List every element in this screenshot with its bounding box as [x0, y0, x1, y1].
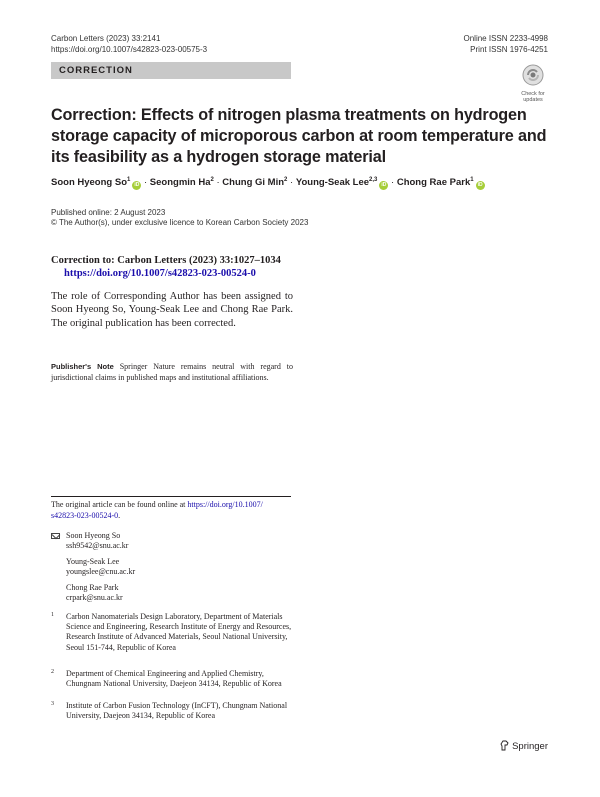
author-affiliation-ref: 2 — [284, 177, 288, 183]
orcid-icon[interactable]: iD — [381, 182, 387, 189]
affiliations — [51, 612, 293, 727]
print-issn: Print ISSN 1976-4251 — [470, 45, 548, 54]
article-title: Correction: Effects of nitrogen plasma treatments on hydrogen storage capacity of microporous carbon at room temperature and its feasibility as a hydrogen storage material — [51, 106, 547, 166]
publication-info — [51, 208, 308, 228]
author-name: Young-Seak Lee — [295, 177, 370, 189]
contact-email[interactable]: youngslee@cnu.ac.kr — [66, 567, 136, 576]
author-affiliation-ref: 2,3 — [369, 177, 378, 183]
article-category: CORRECTION — [59, 65, 133, 76]
orcid-icon[interactable]: iD — [134, 182, 140, 189]
author-list — [51, 177, 571, 190]
online-issn: Online ISSN 2233-4998 — [463, 34, 548, 43]
publisher-name: Springer — [512, 741, 548, 752]
author-separator: · — [141, 177, 150, 189]
journal-citation: Carbon Letters (2023) 33:2141 — [51, 34, 161, 43]
affiliation-number: 3 — [51, 701, 54, 707]
contact-name: Soon Hyeong So — [66, 531, 121, 540]
affiliation-number: 1 — [51, 612, 54, 618]
affiliation-text: Carbon Nanomaterials Design Laboratory, Department of Materials Science and Engineering, Research Institute of Energy and Resources, Research Institute of Advanced Materials, Seoul National University, Seoul 151-744, Republic of Korea — [66, 612, 292, 652]
contact-name: Chong Rae Park — [66, 583, 119, 592]
author-name: Chung Gi Min — [222, 177, 285, 189]
correction-to-label: Correction to: Carbon Letters (2023) 33:1027–1034 — [51, 255, 281, 266]
copyright-line: © The Author(s), under exclusive licence to Korean Carbon Society 2023 — [51, 218, 309, 227]
author-affiliation-ref: 1 — [127, 177, 131, 183]
published-date: Published online: 2 August 2023 — [51, 208, 166, 217]
corresponding-contacts — [51, 531, 293, 606]
author-separator: · — [287, 177, 296, 189]
publishers-note — [51, 362, 293, 383]
publisher-logo — [500, 740, 548, 752]
footnote-divider — [51, 496, 291, 497]
check-for-updates-badge[interactable] — [518, 64, 548, 103]
running-header-left — [51, 33, 207, 55]
affiliation-text: Institute of Carbon Fusion Technology (InCFT), Chungnam National University, Daejeon 34134, Republic of Korea — [66, 701, 288, 721]
publishers-note-text: Springer Nature remains neutral with regard to jurisdictional claims in published maps and institutional affiliations. — [51, 362, 293, 382]
running-header-right — [464, 33, 549, 55]
orcid-icon[interactable]: iD — [477, 182, 483, 189]
contact-entry — [66, 557, 135, 577]
contact-name: Young-Seak Lee — [66, 557, 120, 566]
author-affiliation-ref: 2 — [210, 177, 214, 183]
publishers-note-label: Publisher's Note — [51, 362, 114, 371]
affiliation-number: 2 — [51, 669, 54, 675]
springer-horse-icon — [500, 740, 509, 751]
original-article-end: . — [118, 510, 121, 520]
correction-to-link[interactable]: https://doi.org/10.1007/s42823-023-00524-0 — [64, 268, 256, 279]
contact-entry — [66, 531, 128, 551]
original-article-link-part2[interactable]: s42823-023-00524-0 — [51, 510, 119, 520]
author-affiliation-ref: 1 — [470, 177, 474, 183]
check-badge-line2: updates — [523, 97, 543, 103]
check-for-updates-icon — [522, 64, 544, 86]
article-doi[interactable]: https://doi.org/10.1007/s42823-023-00575-3 — [51, 45, 208, 54]
original-article-link-part1[interactable]: https://doi.org/10.1007/ — [187, 500, 263, 509]
contact-email[interactable]: crpark@snu.ac.kr — [66, 593, 123, 602]
correction-to-block — [51, 254, 281, 280]
original-article-text: The original article can be found online at — [51, 500, 186, 509]
email-envelope-icon — [51, 533, 60, 539]
author-name: Chong Rae Park — [396, 177, 471, 189]
article-category-bar — [51, 62, 291, 79]
author-separator: · — [388, 177, 397, 189]
contact-entry — [66, 583, 123, 603]
contact-email[interactable]: ssh9542@snu.ac.kr — [66, 541, 129, 550]
affiliation-text: Department of Chemical Engineering and Applied Chemistry, Chungnam National University, Daejeon 34134, Republic of Korea — [66, 669, 282, 689]
author-separator: · — [213, 177, 223, 189]
author-name: Seongmin Ha — [149, 177, 211, 189]
correction-body: The role of Corresponding Author has been assigned to Soon Hyeong So, Young-Seak Lee and Chong Rae Park. The original publication has been corrected. — [51, 291, 293, 329]
original-article-note — [51, 500, 293, 521]
check-badge-line1: Check for — [521, 91, 545, 97]
author-name: Soon Hyeong So — [51, 177, 127, 189]
